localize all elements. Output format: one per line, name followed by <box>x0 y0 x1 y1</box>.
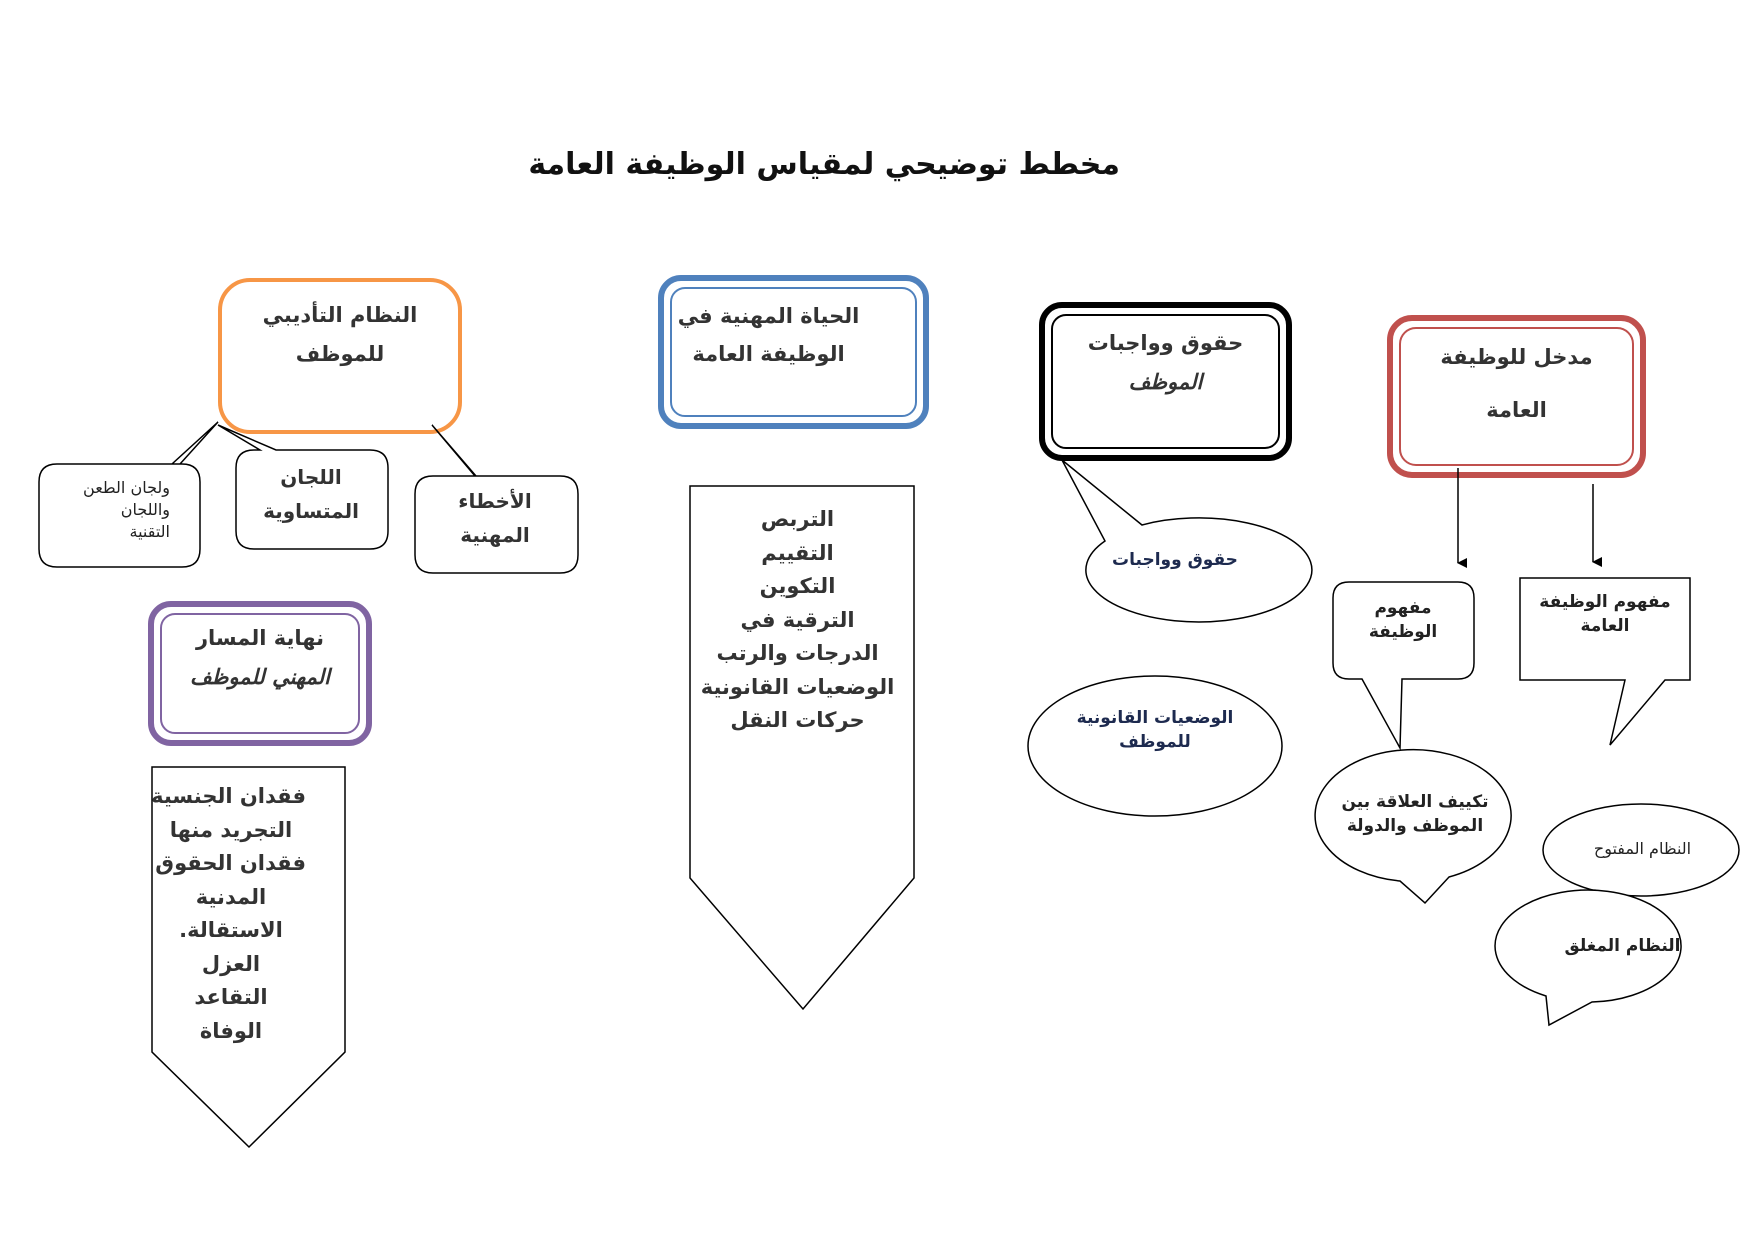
concept-job-line1: مفهوم <box>1374 598 1432 618</box>
career-title <box>671 297 866 373</box>
committees-line2: المتساوية <box>263 499 359 523</box>
appeals-line3: التقنية <box>129 522 170 541</box>
discipline-title-line2: للموظف <box>295 342 385 366</box>
intro-title <box>1400 338 1633 430</box>
concept-public-line1: مفهوم الوظيفة <box>1539 592 1671 612</box>
committees-line1: اللجان <box>280 465 342 489</box>
intro-title-line2: العامة <box>1486 398 1547 422</box>
concept-job-line2: الوظيفة <box>1368 622 1438 642</box>
legal-status-line1: الوضعيات القانونية <box>1076 708 1234 728</box>
rights-bubble <box>1062 460 1312 622</box>
end-title-line1: نهاية المسار <box>195 626 325 650</box>
career-item: حركات النقل <box>730 708 865 732</box>
relation-line1: تكييف العلاقة بين <box>1341 792 1489 812</box>
rights-title <box>1052 324 1279 402</box>
legal-status-line2: للموظف <box>1119 732 1191 752</box>
career-title-line2: الوظيفة العامة <box>692 342 845 366</box>
end-items-list <box>151 780 306 1048</box>
appeals-line2: واللجان <box>120 500 170 519</box>
legal-status-label <box>1070 706 1240 754</box>
career-item: الترقية في <box>740 607 855 632</box>
end-item: التقاعد <box>194 985 268 1009</box>
end-title-line2: المهني للموظف <box>190 665 330 689</box>
relation-line2: الموظف والدولة <box>1346 816 1484 836</box>
rights-title-line1: حقوق وواجبات <box>1087 331 1244 355</box>
intro-title-line1: مدخل للوظيفة <box>1440 345 1593 369</box>
end-item: التجريد منها <box>169 817 293 842</box>
career-items-list <box>700 503 895 738</box>
closed-system-label: النظام المغلق <box>1564 936 1681 956</box>
end-item: فقدان الحقوق <box>155 851 306 875</box>
errors-label <box>420 484 570 552</box>
end-title <box>161 619 359 697</box>
rights-bubble-label: حقوق وواجبات <box>1112 550 1238 570</box>
concept-public-label <box>1525 590 1685 638</box>
appeals-label <box>45 477 170 543</box>
committees-label <box>241 460 381 528</box>
end-item: المدنية <box>195 884 267 909</box>
discipline-title <box>230 296 450 374</box>
rights-title-line2: الموظف <box>1128 370 1203 394</box>
end-item: الوفاة <box>199 1018 263 1043</box>
discipline-title-line1: النظام التأديبي <box>262 303 418 327</box>
open-system-label: النظام المفتوح <box>1593 839 1692 858</box>
career-item: التقييم <box>761 540 834 565</box>
career-item: الوضعيات القانونية <box>700 674 895 699</box>
page-title: مخطط توضيحي لمقياس الوظيفة العامة <box>528 147 1120 182</box>
errors-line2: المهنية <box>460 523 530 547</box>
relation-label <box>1330 790 1500 838</box>
career-item: الدرجات والرتب <box>716 641 879 665</box>
end-item: العزل <box>201 951 261 976</box>
errors-line1: الأخطاء <box>458 489 532 513</box>
concept-public-line2: العامة <box>1580 616 1630 636</box>
career-item: التربص <box>760 507 835 531</box>
end-item: الاستقالة. <box>179 918 283 942</box>
career-item: التكوين <box>759 574 836 598</box>
career-title-line1: الحياة المهنية في <box>677 304 860 328</box>
appeals-line1: ولجان الطعن <box>83 478 170 497</box>
concept-job-label <box>1338 596 1468 644</box>
end-item: فقدان الجنسية <box>151 784 306 808</box>
